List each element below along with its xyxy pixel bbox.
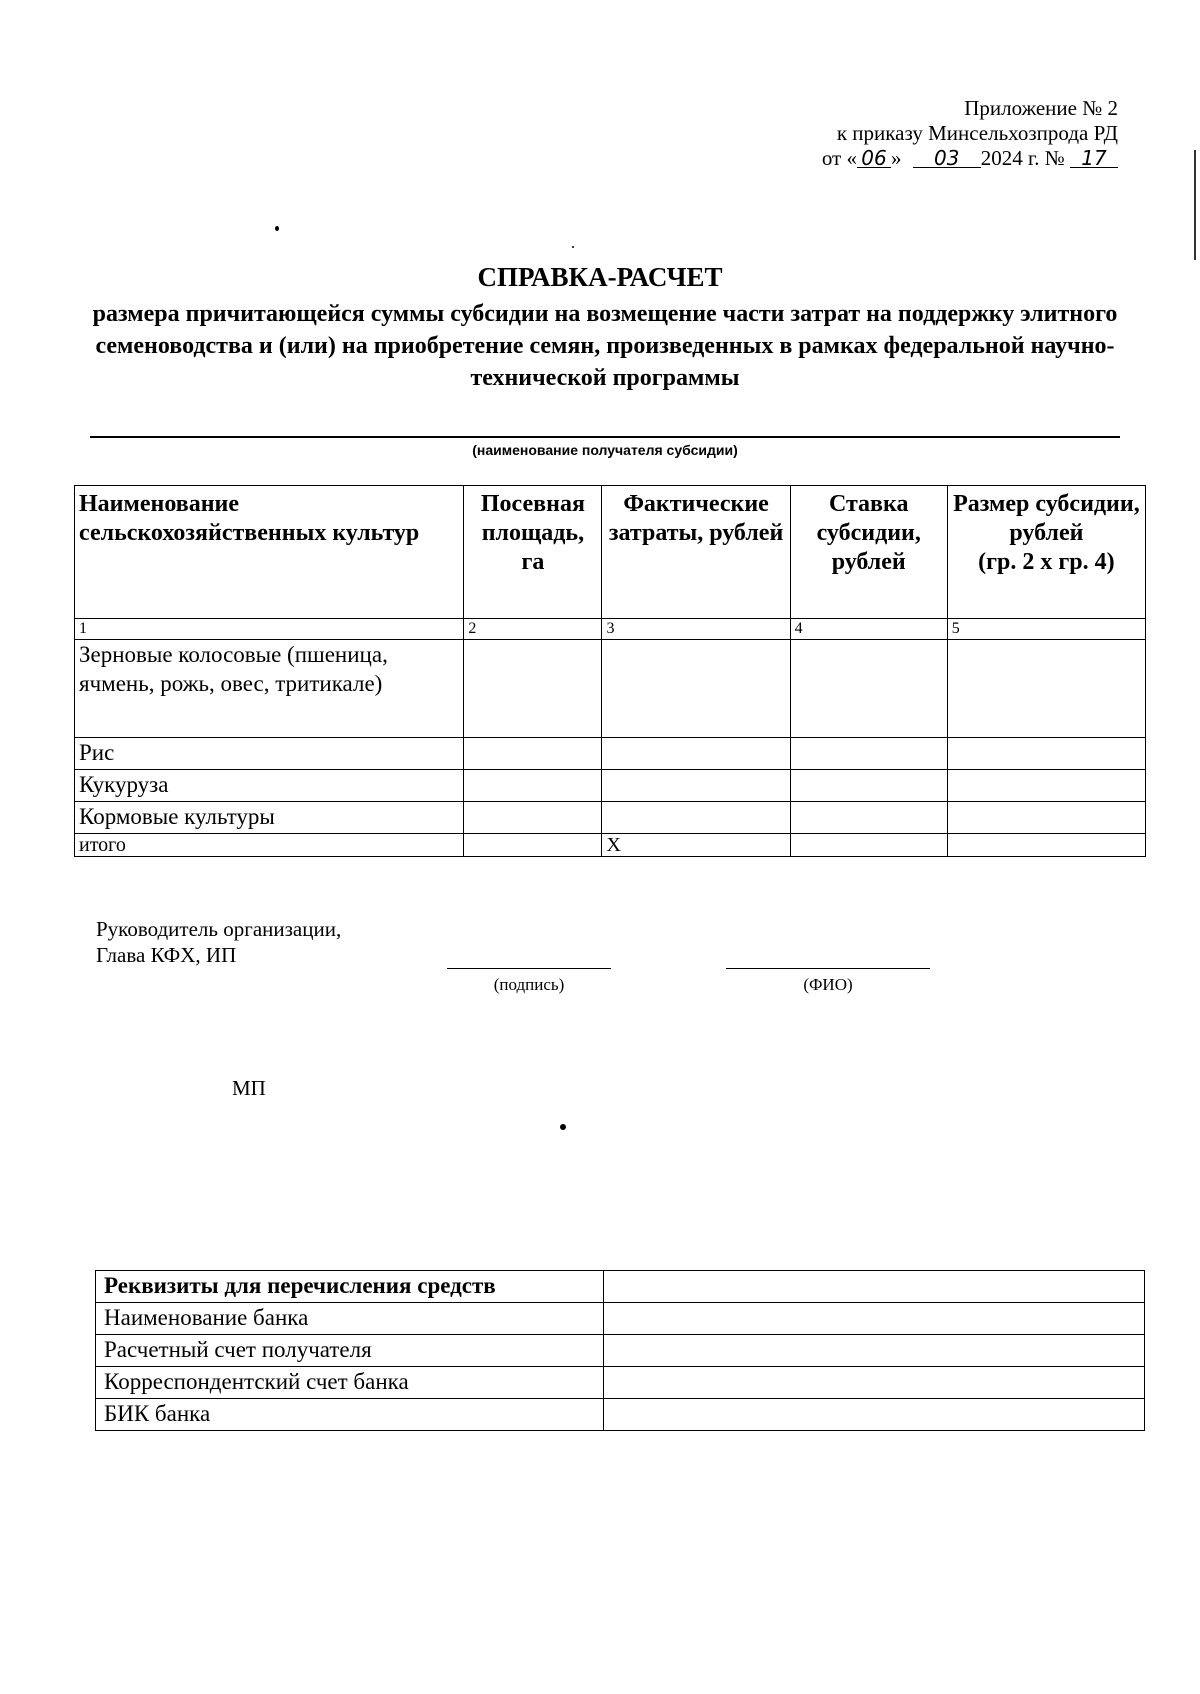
header-crop-name: Наименование сельскохозяйственных культур [75, 486, 464, 619]
subsidy-amount-cell[interactable] [947, 770, 1145, 802]
crop-name-cell: Зерновые колосовые (пшеница, ячмень, рожь, овес, тритикале) [75, 640, 464, 738]
column-number-row: 1 2 3 4 5 [75, 619, 1146, 640]
signature-line[interactable] [447, 968, 611, 969]
actual-costs-cell[interactable] [602, 770, 790, 802]
subsidy-rate-cell[interactable] [790, 640, 947, 738]
bank-field-label: Расчетный счет получателя [96, 1335, 604, 1367]
bank-value-cell[interactable] [604, 1303, 1145, 1335]
order-number-field: 17 [1070, 149, 1118, 168]
subsidy-amount-cell[interactable] [947, 640, 1145, 738]
total-label: итого [75, 834, 464, 857]
header-subsidy-amount: Размер субсидии, рублей (гр. 2 х гр. 4) [947, 486, 1145, 619]
table-row [96, 1399, 1145, 1431]
signature-caption: (подпись) [493, 975, 565, 994]
sown-area-cell[interactable] [464, 738, 602, 770]
header-formula-note: (гр. 2 х гр. 4) [978, 549, 1115, 575]
scan-speck [560, 1124, 566, 1130]
actual-costs-cell[interactable] [602, 802, 790, 834]
appendix-number: Приложение № 2 [964, 96, 1118, 120]
document-subtitle: размера причитающейся суммы субсидии на возмещение части затрат на поддержку элитного семеноводства и (или) на приобретение семян, произведенных в рамках федеральной научно-технической программы [92, 301, 1118, 391]
scan-speck [275, 226, 279, 231]
table-row [96, 1335, 1145, 1367]
table-row [96, 1271, 1145, 1303]
bank-field-label: Корреспондентский счет банка [96, 1367, 604, 1399]
scan-speck [572, 246, 574, 248]
sown-area-cell[interactable] [464, 640, 602, 738]
bank-field-label: Наименование банка [96, 1303, 604, 1335]
header-subsidy-rate: Ставка субсидии, рублей [790, 486, 947, 619]
document-title: СПРАВКА-РАСЧЕТ [477, 262, 723, 292]
stamp-place-label: МП [232, 1076, 266, 1100]
order-date: от « 06 » 03 2024 г. № 17 [822, 146, 1118, 171]
scan-edge-mark [1194, 150, 1196, 260]
table-row [75, 802, 1146, 834]
table-row [75, 640, 1146, 738]
table-row [75, 738, 1146, 770]
total-subsidy-cell[interactable] [947, 834, 1145, 857]
full-name-line[interactable] [726, 968, 930, 969]
total-sown-area-cell[interactable] [464, 834, 602, 857]
sown-area-cell[interactable] [464, 770, 602, 802]
full-name-caption: (ФИО) [803, 975, 853, 994]
bank-value-cell[interactable] [604, 1399, 1145, 1431]
sown-area-cell[interactable] [464, 802, 602, 834]
table-header-row [75, 486, 1146, 619]
bank-field-label: БИК банка [96, 1399, 604, 1431]
subsidy-rate-cell[interactable] [790, 738, 947, 770]
recipient-name-line[interactable] [90, 436, 1120, 438]
header-sown-area: Посевная площадь, га [464, 486, 602, 619]
subsidy-rate-cell[interactable] [790, 770, 947, 802]
recipient-caption: (наименование получателя субсидии) [472, 442, 738, 458]
bank-requisites-table [95, 1270, 1145, 1431]
bank-value-cell[interactable] [604, 1367, 1145, 1399]
signatory-title: Руководитель организации, Глава КФХ, ИП [96, 917, 342, 967]
order-reference: к приказу Минсельхозпрода РД [836, 121, 1118, 145]
header-actual-costs: Фактические затраты, рублей [602, 486, 790, 619]
table-row [96, 1303, 1145, 1335]
bank-requisites-header: Реквизиты для перечисления средств [96, 1271, 604, 1303]
appendix-header [822, 96, 1118, 171]
date-day-field: 06 [857, 149, 891, 168]
bank-value-cell[interactable] [604, 1271, 1145, 1303]
subsidy-rate-cell[interactable] [790, 802, 947, 834]
bank-value-cell[interactable] [604, 1335, 1145, 1367]
table-row [75, 770, 1146, 802]
crop-name-cell: Рис [75, 738, 464, 770]
actual-costs-cell[interactable] [602, 738, 790, 770]
total-costs-cell: Х [602, 834, 790, 857]
crop-name-cell: Кукуруза [75, 770, 464, 802]
table-row [96, 1367, 1145, 1399]
crop-name-cell: Кормовые культуры [75, 802, 464, 834]
subsidy-amount-cell[interactable] [947, 738, 1145, 770]
subsidy-calculation-table [74, 485, 1146, 857]
actual-costs-cell[interactable] [602, 640, 790, 738]
date-month-field: 03 [913, 149, 981, 168]
total-row [75, 834, 1146, 857]
total-rate-cell[interactable] [790, 834, 947, 857]
subsidy-amount-cell[interactable] [947, 802, 1145, 834]
